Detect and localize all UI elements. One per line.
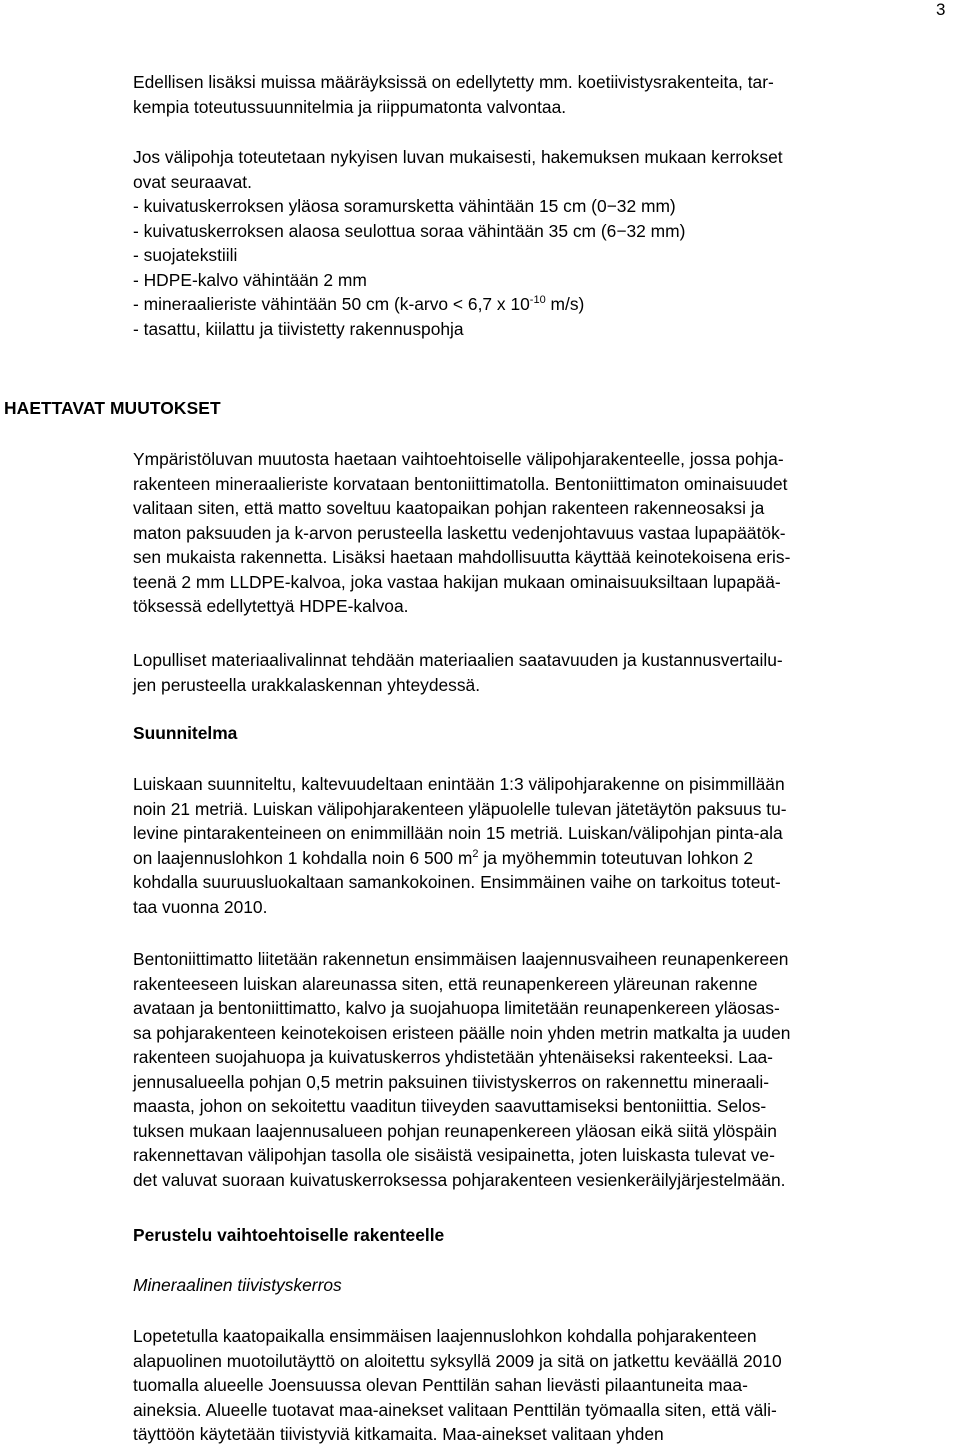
text-line: rakennettavan välipohjan tasolla ole sisäistä vesipainetta, joten luiskasta tulevat ve-: [133, 1145, 775, 1165]
text-line: Bentoniittimatto liitetään rakennetun ensimmäisen laajennusvaiheen reunapenkereen: [133, 949, 789, 969]
plan-heading: Suunnitelma: [133, 723, 238, 743]
text-line: Jos välipohja toteutetaan nykyisen luvan mukaisesti, hakemuksen mukaan kerrokset: [133, 147, 783, 167]
page-number: 3: [936, 0, 946, 19]
mineral-suffix: m/s): [545, 294, 585, 314]
text-line: alapuolinen muotoilutäyttö on aloitettu syksyllä 2009 ja sitä on jatkettu keväällä 2010: [133, 1350, 782, 1371]
text-line: taa vuonna 2010.: [133, 896, 268, 917]
changes-paragraph: [133, 447, 943, 619]
layer-item: - kuivatuskerroksen yläosa soramursketta vähintään 15 cm (0−32 mm): [133, 196, 676, 216]
closed-landfill-paragraph: [133, 1324, 943, 1447]
plan-paragraph: [133, 772, 943, 919]
justification-heading: Perustelu vaihtoehtoiselle rakenteelle: [133, 1225, 445, 1245]
layer-item: - suojatekstiili: [133, 245, 238, 265]
text-line: rakenteen mineraalieriste korvataan bentoniittimatolla. Bentoniittimaton ominaisuudet: [133, 473, 788, 494]
layer-item: - HDPE-kalvo vähintään 2 mm: [133, 269, 367, 290]
text-line: kohdalla suuruusluokaltaan samankokoinen. Ensimmäinen vaihe on tarkoitus toteut-: [133, 872, 781, 892]
text-line: Lopetetulla kaatopaikalla ensimmäisen laajennuslohkon kohdalla pohjarakenteen: [133, 1326, 757, 1346]
area-prefix: on laajennuslohkon 1 kohdalla noin 6 500 m: [133, 847, 473, 868]
text-line: täyttöön käytetään tiivistyviä kitkamaita. Maa-ainekset valitaan yhden: [133, 1424, 664, 1444]
text-line: rakenteen suojahuopa ja kuivatuskerros yhdistetään yhtenäiseksi rakenteeksi. Laa-: [133, 1047, 773, 1067]
text-line: kempia toteutussuunnitelmia ja riippumatonta valvontaa.: [133, 96, 567, 117]
materials-paragraph: [133, 648, 943, 697]
mineral-subheading: Mineraalinen tiivistyskerros: [133, 1275, 342, 1295]
section-heading: HAETTAVAT MUUTOKSET: [4, 398, 221, 418]
layer-item: - kuivatuskerroksen alaosa seulottua soraa vähintään 35 cm (6−32 mm): [133, 220, 686, 241]
text-line: sa pohjarakenteen keinotekoisen eristeen päälle noin yhden metrin matkalta ja uuden: [133, 1022, 791, 1043]
text-line: avataan ja bentoniittimatto, kalvo ja suojahuopa limitetään reunapenkereen yläosas-: [133, 998, 780, 1018]
layer-item: - tasattu, kiilattu ja tiivistetty rakennuspohja: [133, 318, 464, 339]
text-line: jen perusteella urakkalaskennan yhteydessä.: [133, 674, 481, 695]
area-suffix: ja myöhemmin toteutuvan lohkon 2: [478, 847, 754, 868]
text-line: jennusalueella pohjan 0,5 metrin paksuinen tiivistyskerros on rakennettu mineraali-: [133, 1071, 770, 1092]
text-line: valitaan siten, että matto soveltuu kaatopaikan pohjan rakenteen rakenneosaksi ja: [133, 498, 765, 518]
text-line: sen mukaista rakennetta. Lisäksi haetaan mahdollisuutta käyttää keinotekoisena eris-: [133, 547, 791, 567]
text-line: tuksen mukaan laajennusalueen pohjan reunapenkereen yläosan eikä siitä ylöspäin: [133, 1120, 777, 1141]
layer-item-mineral: [133, 292, 943, 317]
text-line: Luiskaan suunniteltu, kaltevuudeltaan enintään 1:3 välipohjarakenne on pisimmillään: [133, 774, 785, 794]
text-line: aineksia. Alueelle tuotavat maa-ainekset valitaan Penttilän työmaalla siten, että väli-: [133, 1399, 777, 1420]
text-line: rakenteeseen luiskan alareunassa siten, että reunapenkereen yläreunan rakenne: [133, 973, 758, 994]
intro-paragraph: [133, 70, 943, 119]
mineral-exponent: -10: [529, 294, 546, 306]
area-line: [133, 846, 943, 871]
layers-paragraph: [133, 145, 943, 341]
text-line: teenä 2 mm LLDPE-kalvoa, joka vastaa hakijan mukaan ominaisuuksiltaan lupapää-: [133, 571, 781, 592]
text-line: ovat seuraavat.: [133, 171, 252, 192]
text-line: tuomalla alueelle Joensuussa olevan Penttilän sahan lievästi pilaantuneita maa-: [133, 1375, 748, 1395]
bentonite-paragraph: [133, 947, 943, 1192]
text-line: maton paksuuden ja k-arvon perusteella laskettu vedenjohtavuus vastaa lupapäätök-: [133, 522, 786, 543]
text-line: maasta, johon on sekoitettu vaaditun tiiveyden saavuttamiseksi bentoniittia. Selos-: [133, 1096, 767, 1116]
area-exponent: 2: [472, 847, 479, 860]
text-line: levine pintarakenteineen on enimmillään noin 15 metriä. Luiskan/välipohjan pinta-ala: [133, 823, 783, 843]
text-line: noin 21 metriä. Luiskan välipohjarakenteen yläpuolelle tulevan jätetäytön paksuus tu-: [133, 798, 787, 819]
text-line: töksessä edellytettyä HDPE-kalvoa.: [133, 596, 409, 616]
text-line: det valuvat suoraan kuivatuskerroksessa pohjarakenteen vesienkeräilyjärjestelmään.: [133, 1169, 786, 1190]
text-line: Lopulliset materiaalivalinnat tehdään materiaalien saatavuuden ja kustannusvertailu-: [133, 650, 783, 670]
mineral-prefix: - mineraalieriste vähintään 50 cm (k-arvo < 6,7 x 10: [133, 294, 530, 314]
text-line: Edellisen lisäksi muissa määräyksissä on edellytetty mm. koetiivistysrakenteita, tar-: [133, 72, 774, 92]
text-line: Ympäristöluvan muutosta haetaan vaihtoehtoiselle välipohjarakenteelle, jossa pohja-: [133, 449, 784, 469]
